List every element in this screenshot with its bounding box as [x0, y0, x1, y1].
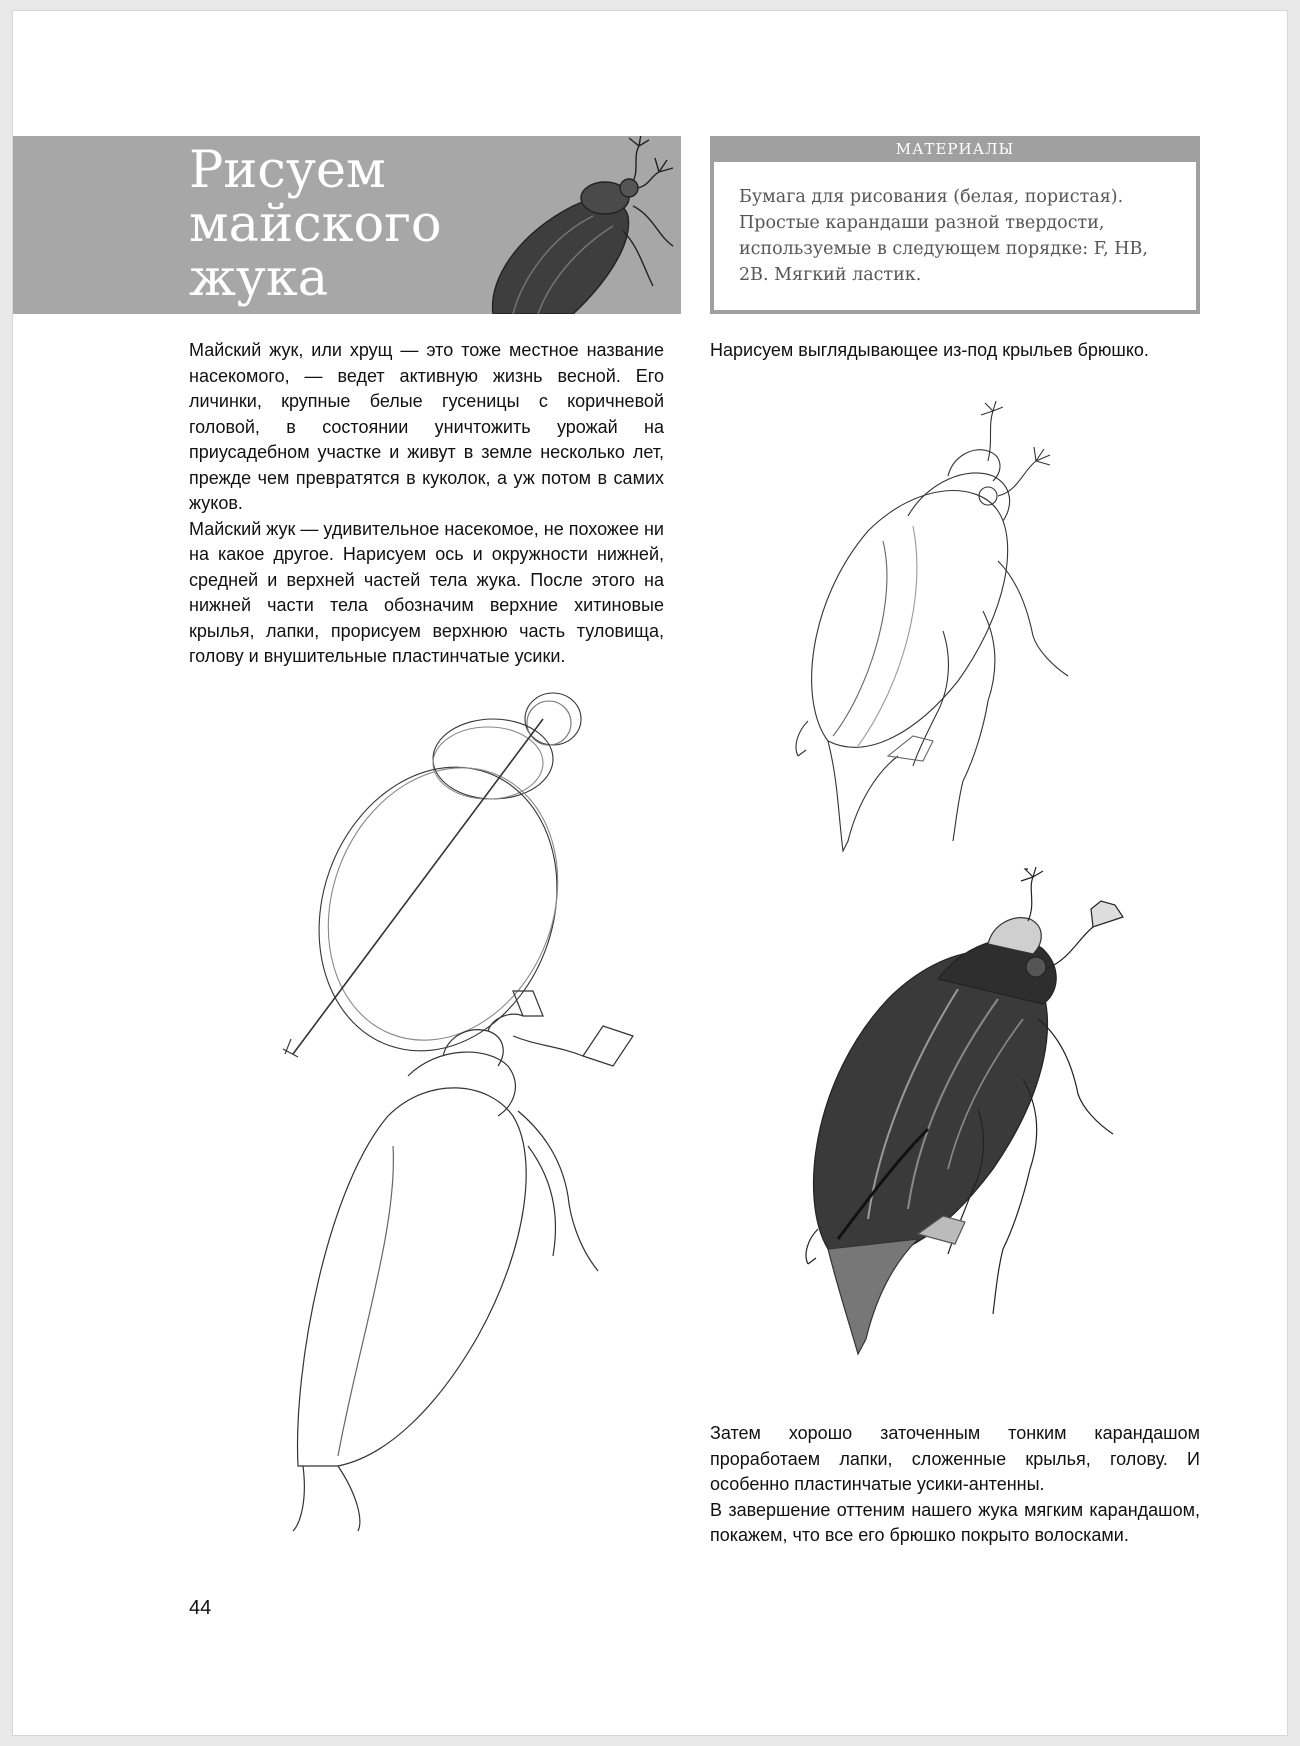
- materials-heading: МАТЕРИАЛЫ: [710, 136, 1200, 162]
- page-number: 44: [189, 1597, 212, 1619]
- step3-abdomen-sketch: [788, 401, 1148, 896]
- page-title: Рисуем майского жука: [189, 141, 442, 308]
- title-banner: [13, 136, 681, 314]
- intro-paragraph-1: Майский жук, или хрущ — это тоже местное название насекомого, — ведет активную жизнь весной. Его личинки, крупные белые гусеницы с коричневой головой, в состоянии уничтожить урожай на приусадебном участке и живут в земле несколько лет, прежде чем превратятся в куколок, а уж потом в самих жуков.: [189, 340, 664, 513]
- abdomen-step-text: Нарисуем выглядывающее из-под крыльев брюшко.: [710, 340, 1149, 360]
- final-step-paragraph-1: Затем хорошо заточенным тонким карандашом проработаем лапки, сложенные крылья, голову. И особенно пластинчатые усики-антенны.: [710, 1423, 1200, 1494]
- step2-outline-sketch: [298, 986, 688, 1531]
- materials-box: [710, 136, 1200, 314]
- intro-text: [189, 338, 664, 670]
- final-step-paragraph-2: В завершение оттеним нашего жука мягким карандашом, покажем, что все его брюшко покрыто волосками.: [710, 1499, 1200, 1545]
- intro-paragraph-2: Майский жук — удивительное насекомое, не похожее ни на какое другое. Нарисуем ось и окружности нижней, средней и верхней частей тела жука. После этого на нижней части тела обозначим верхние хитиновые крылья, лапки, прорисуем верхнюю часть туловища, голову и внушительные пластинчатые усики.: [189, 518, 664, 666]
- book-page: [12, 10, 1288, 1736]
- final-step-text: [710, 1421, 1200, 1549]
- step4-shaded-beetle: [808, 869, 1203, 1389]
- materials-text: Бумага для рисования (белая, пористая). Простые карандаши разной твердости, используемые в следующем порядке: F, HB, 2B. Мягкий ластик.: [739, 187, 1148, 285]
- title-beetle-illustration: [453, 136, 681, 314]
